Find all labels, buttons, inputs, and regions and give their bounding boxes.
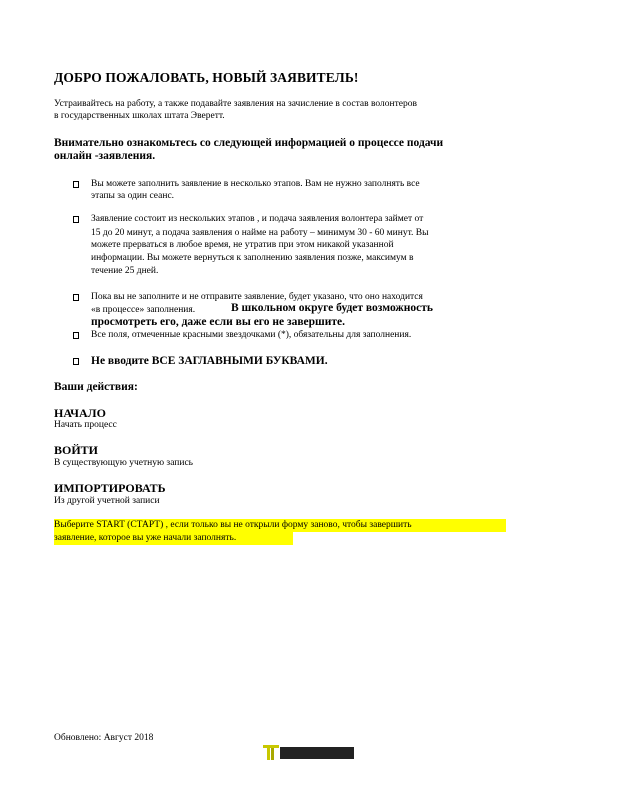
- updated-date: Обновлено: Август 2018: [54, 733, 154, 743]
- bullet-square-icon: [73, 332, 79, 339]
- bullet-2-line-5: течение 25 дней.: [91, 266, 159, 276]
- bullet-square-icon: [73, 216, 79, 223]
- bullet-3-line-3: просмотреть его, даже если вы его не завершите.: [91, 316, 346, 328]
- bullet-5-line-1: Не вводите ВСЕ ЗАГЛАВНЫМИ БУКВАМИ.: [91, 355, 328, 367]
- bullet-3-line-2a: «в процессе» заполнения.: [91, 305, 196, 315]
- bullet-square-icon: [73, 358, 79, 365]
- logo-mark-icon: [262, 743, 280, 761]
- bullet-square-icon: [73, 294, 79, 301]
- bullet-3-line-2b: В школьном округе будет возможность: [231, 302, 433, 314]
- intro-line-1: Устраивайтесь на работу, а также подавайте заявления на зачисление в состав волонтеров: [54, 99, 417, 109]
- bullet-2-line-1: Заявление состоит из нескольких этапов , и подача заявления волонтера займет от: [91, 214, 424, 224]
- bullet-1-line-1: Вы можете заполнить заявление в несколько этапов. Вам не нужно заполнять все: [91, 179, 420, 189]
- bullet-2-line-4: информации. Вы можете вернуться к заполнению заявления позже, максимум в: [91, 253, 414, 263]
- bullet-1-line-2: этапы за один сеанс.: [91, 191, 175, 201]
- bullet-square-icon: [73, 181, 79, 188]
- bullet-3-line-1: Пока вы не заполните и не отправите заявление, будет указано, что оно находится: [91, 292, 423, 302]
- bullet-2-line-2: 15 до 20 минут, а подача заявления о найме на работу – минимум 30 - 60 минут. Вы: [91, 228, 429, 238]
- login-description: В существующую учетную запись: [54, 458, 193, 468]
- logo-wordmark-bar: [280, 747, 354, 759]
- start-link[interactable]: НАЧАЛО: [54, 406, 106, 420]
- login-link[interactable]: ВОЙТИ: [54, 443, 99, 457]
- highlight-line-1: Выберите START (СТАРТ) , если только вы не открыли форму заново, чтобы завершить: [54, 520, 412, 530]
- bullet-2-line-3: можете прерваться в любое время, не утратив при этом никакой указанной: [91, 240, 394, 250]
- start-description: Начать процесс: [54, 420, 117, 430]
- import-description: Из другой учетной записи: [54, 496, 160, 506]
- import-link[interactable]: ИМПОРТИРОВАТЬ: [54, 481, 166, 495]
- bullet-4-line-1: Все поля, отмеченные красными звездочками (*), обязательны для заполнения.: [91, 330, 412, 340]
- intro-line-2: в государственных школах штата Эверетт.: [54, 111, 225, 121]
- notice-line-2: онлайн -заявления.: [54, 150, 156, 162]
- notice-line-1: Внимательно ознакомьтесь со следующей информацией о процессе подачи: [54, 137, 444, 149]
- page-title: ДОБРО ПОЖАЛОВАТЬ, НОВЫЙ ЗАЯВИТЕЛЬ!: [54, 70, 359, 85]
- highlight-line-2: заявление, которое вы уже начали заполнять.: [54, 533, 237, 543]
- footer-logo: [262, 743, 354, 761]
- actions-title: Ваши действия:: [54, 381, 138, 393]
